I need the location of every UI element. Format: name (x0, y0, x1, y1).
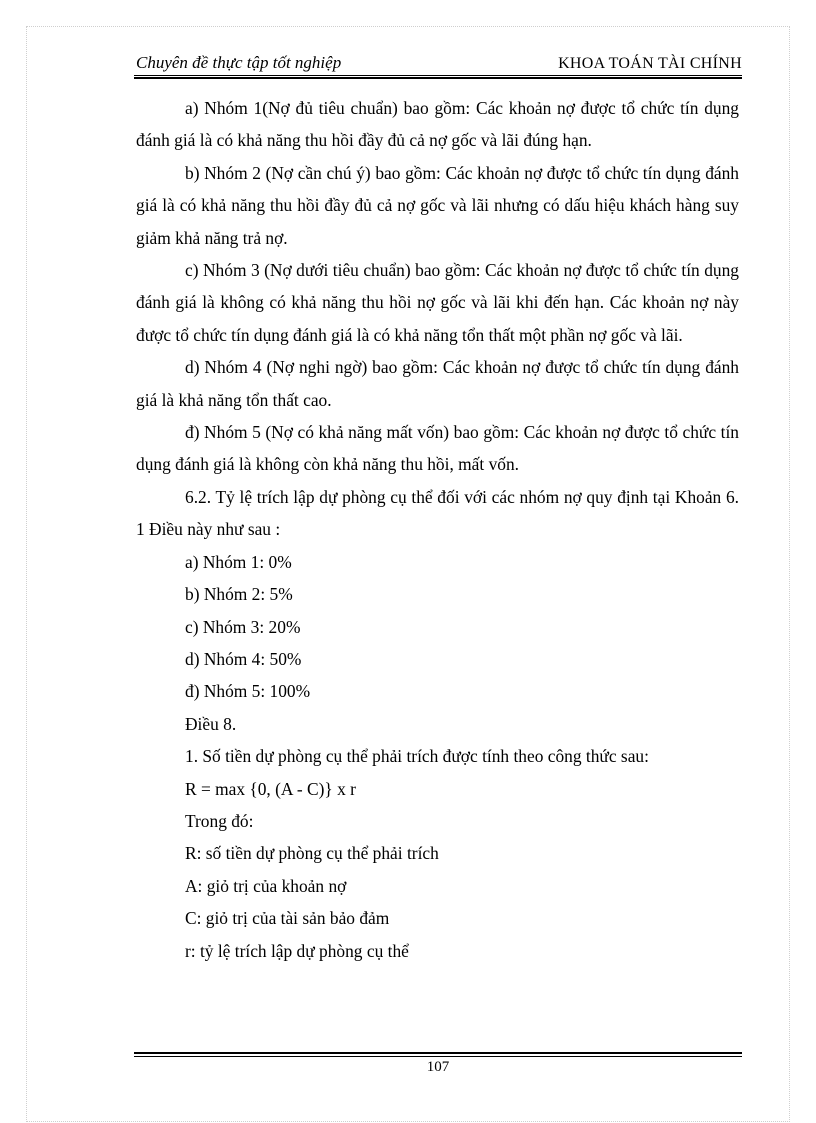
paragraph-nhom-4: d) Nhóm 4 (Nợ nghi ngờ) bao gồm: Các khoản nợ được tổ chức tín dụng đánh giá là khả năng tổn thất cao. (136, 357, 739, 410)
list-item: d) Nhóm 4: 50% (185, 648, 302, 669)
list-item: c) Nhóm 3: 20% (185, 616, 301, 637)
document-body (136, 92, 739, 967)
header-department: KHOA TOÁN TÀI CHÍNH (558, 55, 742, 72)
page-number: 107 (426, 1059, 450, 1075)
formula-intro: 1. Số tiền dự phòng cụ thể phải trích được tính theo công thức sau: (185, 746, 649, 767)
header-rule (134, 75, 742, 76)
header-title: Chuyên đề thực tập tốt nghiệp (136, 53, 342, 72)
footer-rule (134, 1052, 742, 1054)
paragraph-nhom-5: đ) Nhóm 5 (Nợ có khả năng mất vốn) bao gồm: Các khoản nợ được tổ chức tín dụng đánh giá là không còn khả năng thu hồi, mất vốn. (136, 422, 739, 475)
where-label: Trong đó: (185, 810, 254, 831)
definition-item: R: số tiền dự phòng cụ thể phải trích (185, 843, 439, 864)
list-item: đ) Nhóm 5: 100% (185, 681, 311, 702)
header-rule (134, 77, 742, 79)
page-header (136, 49, 742, 73)
footer-rule (134, 1056, 742, 1057)
paragraph-nhom-2: b) Nhóm 2 (Nợ cần chú ý) bao gồm: Các khoản nợ được tổ chức tín dụng đánh giá là có khả năng thu hồi đầy đủ cả nợ gốc và lãi nhưng có dấu hiệu khách hàng suy giảm khả năng trả nợ. (136, 162, 739, 248)
definition-item: A: giỏ trị của khoản nợ (185, 875, 347, 896)
paragraph-nhom-3: c) Nhóm 3 (Nợ dưới tiêu chuẩn) bao gồm: Các khoản nợ được tổ chức tín dụng đánh giá là không có khả năng thu hồi nợ gốc và lãi khi đến hạn. Các khoản nợ này được tổ chức tín dụng đánh giá là có khả năng tổn thất một phần nợ gốc và lãi. (136, 260, 739, 345)
list-item: a) Nhóm 1: 0% (185, 551, 292, 572)
paragraph-6-2: 6.2. Tỷ lệ trích lập dự phòng cụ thể đối với các nhóm nợ quy định tại Khoản 6. 1 Điều này như sau : (136, 486, 739, 540)
article-heading: Điều 8. (185, 713, 237, 734)
paragraph-nhom-1: a) Nhóm 1(Nợ đủ tiêu chuẩn) bao gồm: Các khoản nợ được tổ chức tín dụng đánh giá là có khả năng thu hồi đầy đủ cả nợ gốc và lãi đúng hạn. (136, 98, 739, 151)
list-item: b) Nhóm 2: 5% (185, 584, 293, 605)
formula: R = max {0, (A - C)} x r (185, 778, 356, 799)
definition-item: C: giỏ trị của tài sản bảo đảm (185, 908, 390, 929)
definition-item: r: tỷ lệ trích lập dự phòng cụ thể (185, 940, 409, 961)
